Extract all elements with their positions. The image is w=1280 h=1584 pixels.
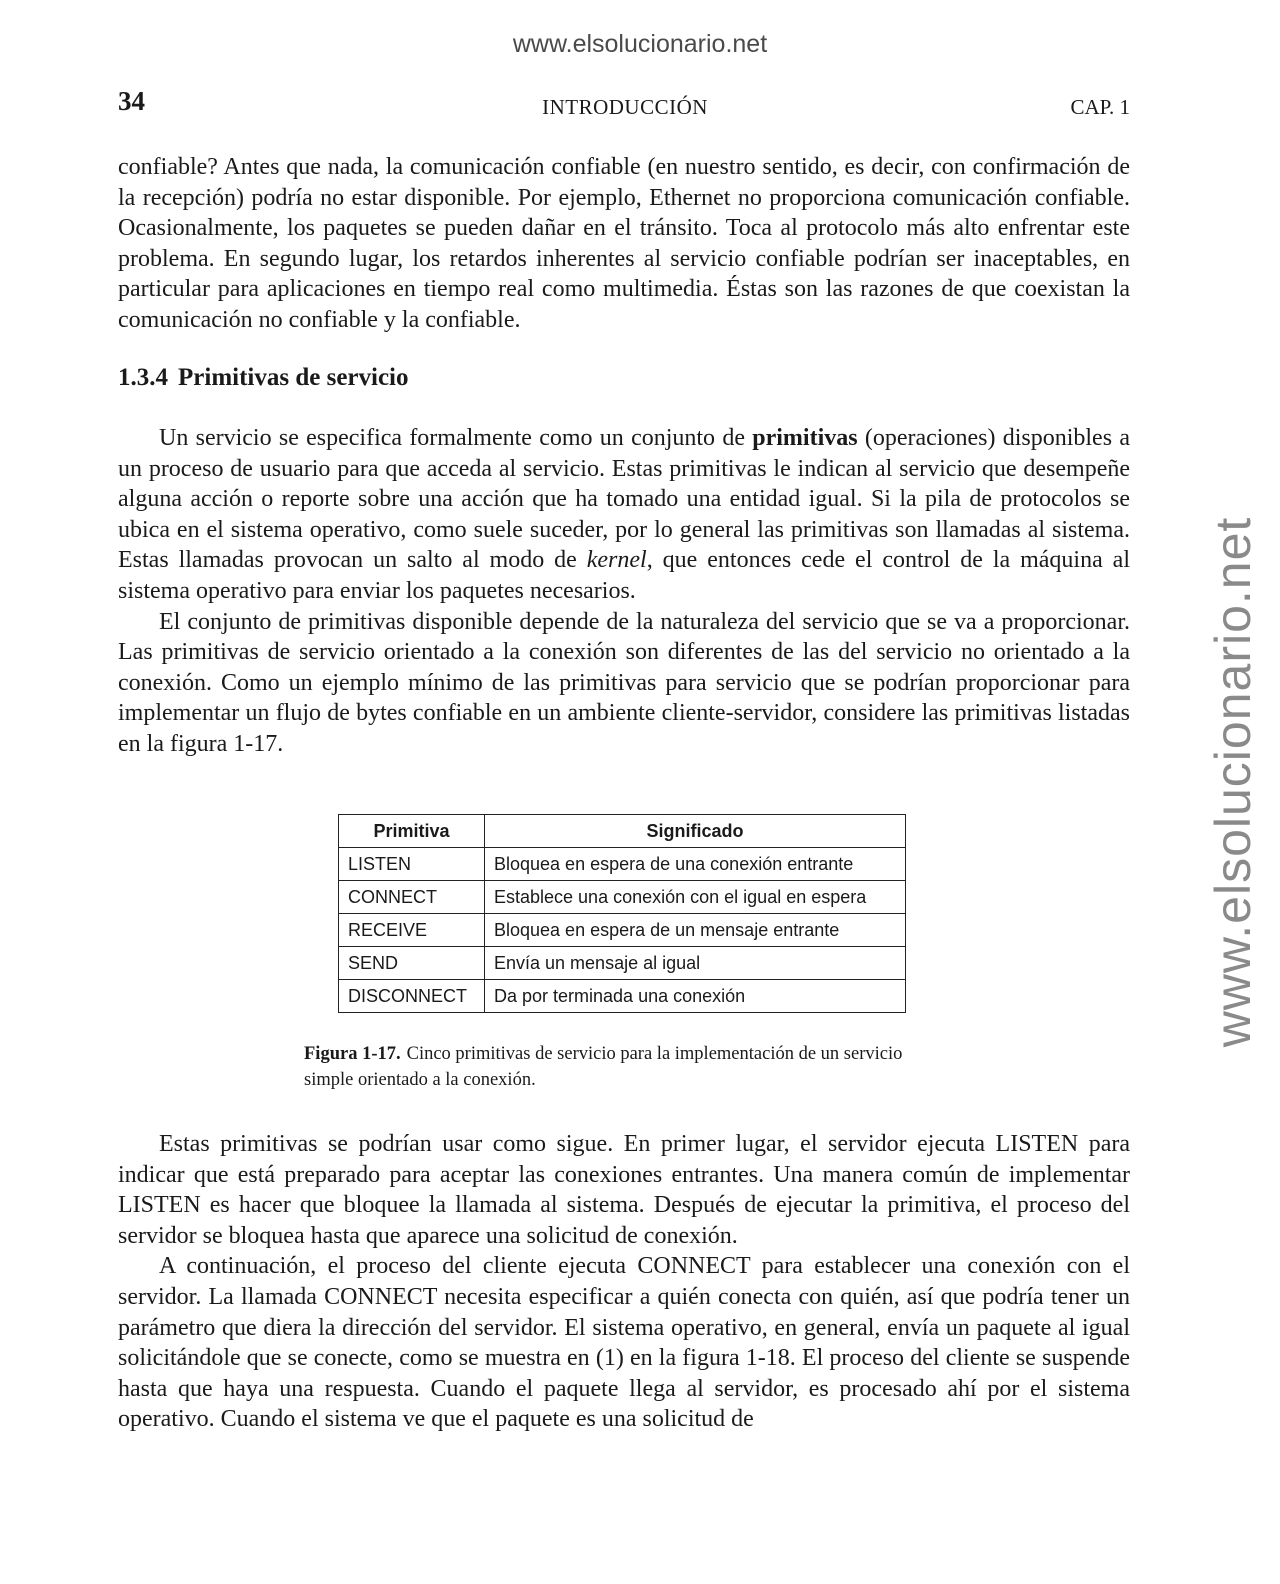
watermark-side: www.elsolucionario.net	[1205, 516, 1261, 1048]
para1-text-before: Un servicio se especifica formalmente como un conjunto de	[159, 425, 753, 451]
term-kernel: kernel	[586, 547, 647, 574]
table-cell-primitive: SEND	[339, 947, 485, 980]
watermark-top: www.elsolucionario.net	[512, 30, 768, 58]
figure-label: Figura 1-17.	[304, 1044, 401, 1064]
table-header-row	[339, 815, 906, 848]
section-heading	[118, 364, 409, 392]
table-cell-meaning: Bloquea en espera de un mensaje entrante	[485, 914, 906, 947]
table-row	[339, 947, 906, 980]
intro-paragraph-block	[118, 152, 1130, 336]
paragraph-connect-usage: A continuación, el proceso del cliente ejecuta CONNECT para establecer una conexión con el servidor. La llamada CONNECT necesita especificar a quién conecta con quién, así que podría tener un parámetro que diera la dirección del servidor. El sistema operativo, en general, envía un paquete al igual solicitándole que se conecte, como se muestra en (1) en la figura 1-18. El proceso del cliente se suspende hasta que haya una respuesta. Cuando el paquete llega al servidor, es procesado ahí por el sistema operativo. Cuando el sistema ve que el paquete es una solicitud de	[118, 1253, 1130, 1433]
figure-caption	[304, 1041, 944, 1093]
term-primitivas: primitivas	[752, 425, 858, 451]
table-cell-meaning: Da por terminada una conexión	[485, 980, 906, 1013]
table-row	[339, 848, 906, 881]
primitives-table	[338, 814, 906, 1013]
para1-text-middle: (operaciones) disponibles a un proceso de usuario para que acceda al servicio. Estas primitivas le indican al servicio que desempeñe alguna acción o reporte sobre una acción que ha tomado una entidad igual. Si la pila de protocolos se ubica en el sistema operativo, como suele suceder, por lo general las primitivas son llamadas al sistema. Estas llamadas provocan un salto al modo de	[118, 425, 1130, 574]
table-header-primitiva: Primitiva	[339, 815, 485, 848]
section-number: 1.3.4	[118, 364, 168, 391]
paragraph-listen-usage: Estas primitivas se podrían usar como sigue. En primer lugar, el servidor ejecuta LISTEN para indicar que está preparado para aceptar las conexiones entrantes. Una manera común de implementar LISTEN es hacer que bloquee la llamada al sistema. Después de ejecutar la primitiva, el proceso del servidor se bloquea hasta que aparece una solicitud de conexión.	[118, 1131, 1130, 1249]
section-body-bottom	[118, 1129, 1130, 1435]
section-body-top	[118, 423, 1130, 760]
section-title: Primitivas de servicio	[178, 364, 409, 391]
intro-paragraph: confiable? Antes que nada, la comunicación confiable (en nuestro sentido, es decir, con confirmación de la recepción) podría no estar disponible. Por ejemplo, Ethernet no proporciona comunicación confiable. Ocasionalmente, los paquetes se pueden dañar en el tránsito. Toca al protocolo más alto enfrentar este problema. En segundo lugar, los retardos inherentes al servicio confiable podrían ser inaceptables, en particular para aplicaciones en tiempo real como multimedia. Éstas son las razones de que coexistan la comunicación no confiable y la confiable.	[118, 154, 1130, 333]
page-number: 34	[118, 86, 145, 116]
table-cell-primitive: CONNECT	[339, 881, 485, 914]
paragraph-primitives-definition	[118, 423, 1130, 607]
table-row	[339, 881, 906, 914]
para1-text-after: , que entonces cede el control de la máquina al sistema operativo para enviar los paquetes necesarios.	[118, 547, 1130, 604]
table-cell-meaning: Envía un mensaje al igual	[485, 947, 906, 980]
chapter-ref: CAP. 1	[1070, 95, 1130, 119]
table-cell-primitive: RECEIVE	[339, 914, 485, 947]
table-header-significado: Significado	[485, 815, 906, 848]
table-row	[339, 914, 906, 947]
table-cell-primitive: DISCONNECT	[339, 980, 485, 1013]
table-cell-meaning: Establece una conexión con el igual en espera	[485, 881, 906, 914]
figure-caption-text: Cinco primitivas de servicio para la implementación de un servicio simple orientado a la conexión.	[304, 1044, 903, 1090]
running-head: INTRODUCCIÓN	[542, 95, 708, 119]
table-cell-primitive: LISTEN	[339, 848, 485, 881]
table-cell-meaning: Bloquea en espera de una conexión entrante	[485, 848, 906, 881]
paragraph-primitive-set: El conjunto de primitivas disponible depende de la naturaleza del servicio que se va a proporcionar. Las primitivas de servicio orientado a la conexión son diferentes de las del servicio no orientado a la conexión. Como un ejemplo mínimo de las primitivas para servicio que se podrían proporcionar para implementar un flujo de bytes confiable en un ambiente cliente-servidor, considere las primitivas listadas en la figura 1-17.	[118, 608, 1130, 757]
table-row	[339, 980, 906, 1013]
